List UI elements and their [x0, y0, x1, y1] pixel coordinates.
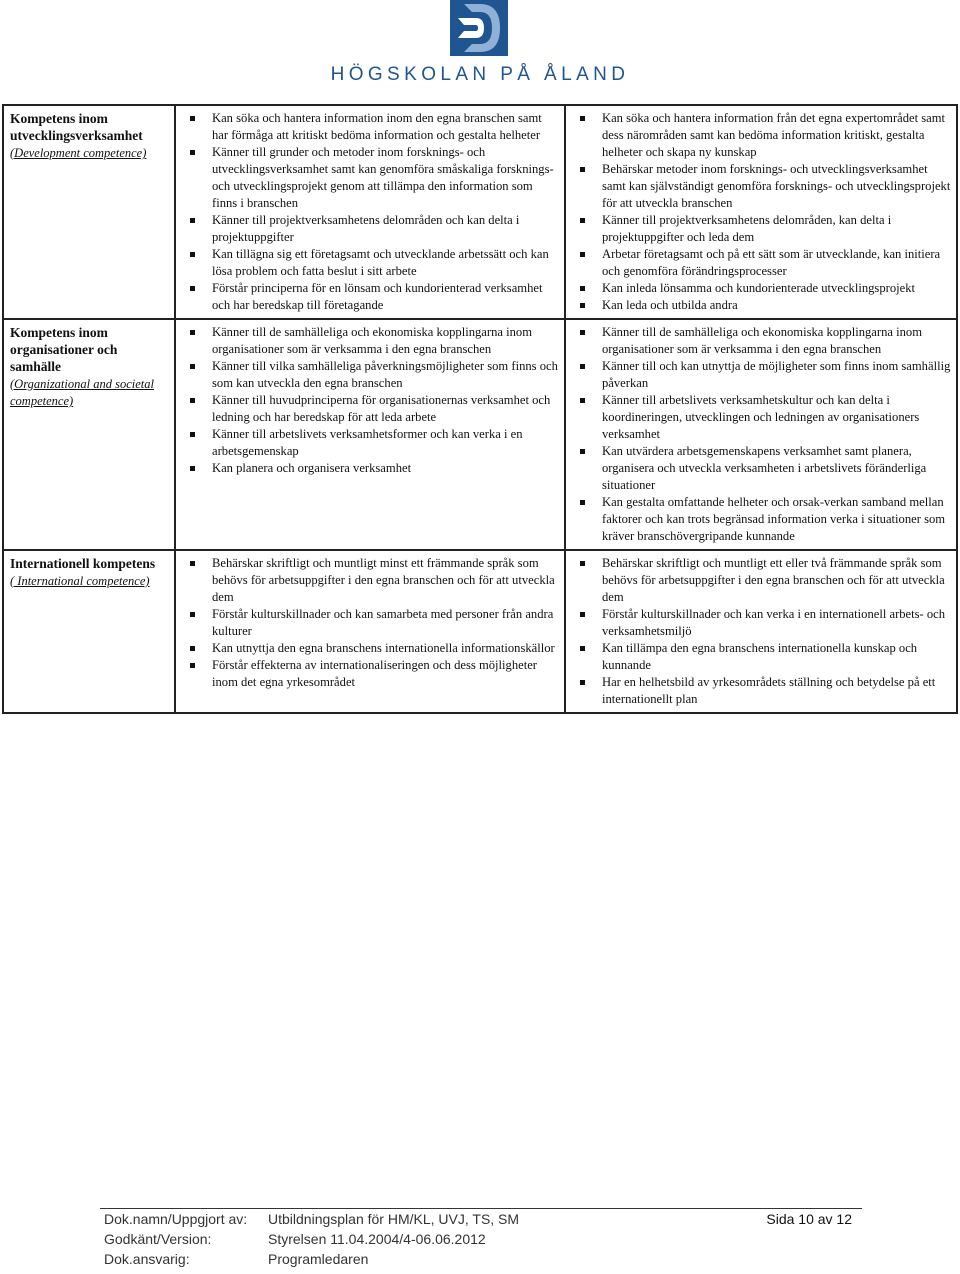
competence-row	[3, 105, 957, 319]
page-indicator: Sida 10 av 12	[766, 1211, 852, 1227]
doc-name-value: Utbildningsplan för HM/KL, UVJ, TS, SM	[268, 1211, 520, 1227]
competence-subtitle: (Organizational and societal competence)	[10, 377, 154, 408]
footer-row-approved	[100, 1229, 862, 1249]
competence-heading-cell	[3, 319, 175, 550]
footer-row-responsible	[100, 1249, 862, 1269]
competence-list-item: Känner till och kan utnyttja de möjligheter som finns inom samhällig påverkan	[572, 358, 952, 392]
competence-list-item: Känner till vilka samhälleliga påverkningsmöjligheter som finns och som kan utveckla den egna branschen	[182, 358, 560, 392]
competence-list-item: Behärskar skriftligt och muntligt ett eller två främmande språk som behövs för arbetsuppgifter i den egna branschen och för att utveckla dem	[572, 555, 952, 606]
competence-list-item: Känner till arbetslivets verksamhetsformer och kan verka i en arbetsgemenskap	[182, 426, 560, 460]
doc-name-label: Dok.namn/Uppgjort av:	[104, 1211, 248, 1227]
competence-list	[572, 324, 952, 545]
competence-level-1-cell	[175, 319, 565, 550]
competence-title: Kompetens inom organisationer och samhälle	[10, 325, 118, 374]
competence-list-item: Känner till de samhälleliga och ekonomiska kopplingarna inom organisationer som är verksamma i den egna branschen	[182, 324, 560, 358]
competence-level-2-cell	[565, 105, 957, 319]
approved-value: Styrelsen 11.04.2004/4-06.06.2012	[268, 1231, 486, 1247]
competence-list-item: Behärskar metoder inom forsknings- och utvecklingsverksamhet samt kan självständigt genomföra forsknings- och utvecklingsprojekt för att utveckla branschen	[572, 161, 952, 212]
competence-list	[572, 110, 952, 314]
competence-list-item: Kan inleda lönsamma och kundorienterade utvecklingsprojekt	[572, 280, 952, 297]
hogskolan-logo-icon	[450, 0, 508, 56]
competence-list-item: Känner till grunder och metoder inom forsknings- och utvecklingsverksamhet samt kan genomföra småskaliga forsknings- och utvecklingsprojekt genom att tillämpa den information som finns i branschen	[182, 144, 560, 212]
responsible-value: Programledaren	[268, 1251, 369, 1267]
competence-list-item: Förstår kulturskillnader och kan verka i en internationell arbets- och verksamhetsmiljö	[572, 606, 952, 640]
competence-heading-cell	[3, 105, 175, 319]
competence-table	[2, 104, 958, 714]
competence-list-item: Har en helhetsbild av yrkesområdets ställning och betydelse på ett internationellt plan	[572, 674, 952, 708]
competence-title: Internationell kompetens	[10, 556, 156, 571]
competence-list-item: Kan gestalta omfattande helheter och orsak-verkan samband mellan faktorer och kan trots begränsad information verka i situationer som kräver branschövergripande kunnande	[572, 494, 952, 545]
competence-subtitle: (Development competence)	[10, 146, 147, 160]
competence-list-item: Förstår kulturskillnader och kan samarbeta med personer från andra kulturer	[182, 606, 560, 640]
responsible-label: Dok.ansvarig:	[104, 1251, 190, 1267]
competence-level-2-cell	[565, 319, 957, 550]
competence-list-item: Kan tillämpa den egna branschens internationella kunskap och kunnande	[572, 640, 952, 674]
competence-list	[182, 324, 560, 477]
competence-list-item: Känner till projektverksamhetens delområden, kan delta i projektuppgifter och leda dem	[572, 212, 952, 246]
competence-list-item: Kan tillägna sig ett företagsamt och utvecklande arbetssätt och kan lösa problem och fatta beslut i sitt arbete	[182, 246, 560, 280]
competence-list	[572, 555, 952, 708]
competence-heading-cell	[3, 550, 175, 713]
competence-row	[3, 319, 957, 550]
competence-list-item: Förstår effekterna av internationaliseringen och dess möjligheter inom det egna yrkesområdet	[182, 657, 560, 691]
competence-list-item: Känner till arbetslivets verksamhetskultur och kan delta i koordineringen, utvecklingen och ledningen av organisationers verksamhet	[572, 392, 952, 443]
competence-title: Kompetens inom utvecklingsverksamhet	[10, 111, 143, 143]
competence-level-1-cell	[175, 105, 565, 319]
approved-label: Godkänt/Version:	[104, 1231, 212, 1247]
competence-list-item: Känner till huvudprinciperna för organisationernas verksamhet och ledning och har beredskap för att leda arbete	[182, 392, 560, 426]
competence-list-item: Kan utvärdera arbetsgemenskapens verksamhet samt planera, organisera och utveckla verksamheten i arbetslivets föränderliga situationer	[572, 443, 952, 494]
competence-list-item: Behärskar skriftligt och muntligt minst ett främmande språk som behövs för arbetsuppgifter i den egna branschen och för att utveckla dem	[182, 555, 560, 606]
document-footer	[100, 1208, 862, 1269]
competence-list-item: Känner till de samhälleliga och ekonomiska kopplingarna inom organisationer som är verksamma i den egna branschen	[572, 324, 952, 358]
competence-list	[182, 555, 560, 691]
footer-row-doc-name	[100, 1209, 862, 1229]
institution-name: HÖGSKOLAN PÅ ÅLAND	[330, 64, 630, 85]
competence-list-item: Arbetar företagsamt och på ett sätt som är utvecklande, kan initiera och genomföra förändringsprocesser	[572, 246, 952, 280]
competence-row	[3, 550, 957, 713]
competence-list-item: Kan söka och hantera information inom den egna branschen samt har förmåga att kritiskt bedöma information och gestalta helheter	[182, 110, 560, 144]
header-logo	[290, 0, 670, 86]
competence-list-item: Förstår principerna för en lönsam och kundorienterad verksamhet och har beredskap till företagande	[182, 280, 560, 314]
competence-level-1-cell	[175, 550, 565, 713]
competence-level-2-cell	[565, 550, 957, 713]
competence-list-item: Kan planera och organisera verksamhet	[182, 460, 560, 477]
competence-list-item: Känner till projektverksamhetens delområden och kan delta i projektuppgifter	[182, 212, 560, 246]
competence-list-item: Kan utnyttja den egna branschens internationella informationskällor	[182, 640, 560, 657]
competence-list	[182, 110, 560, 314]
competence-list-item: Kan leda och utbilda andra	[572, 297, 952, 314]
competence-list-item: Kan söka och hantera information från det egna expertområdet samt dess närområden samt kan bedöma information kritiskt, gestalta helheter och skapa ny kunskap	[572, 110, 952, 161]
competence-subtitle: ( International competence)	[10, 574, 150, 588]
